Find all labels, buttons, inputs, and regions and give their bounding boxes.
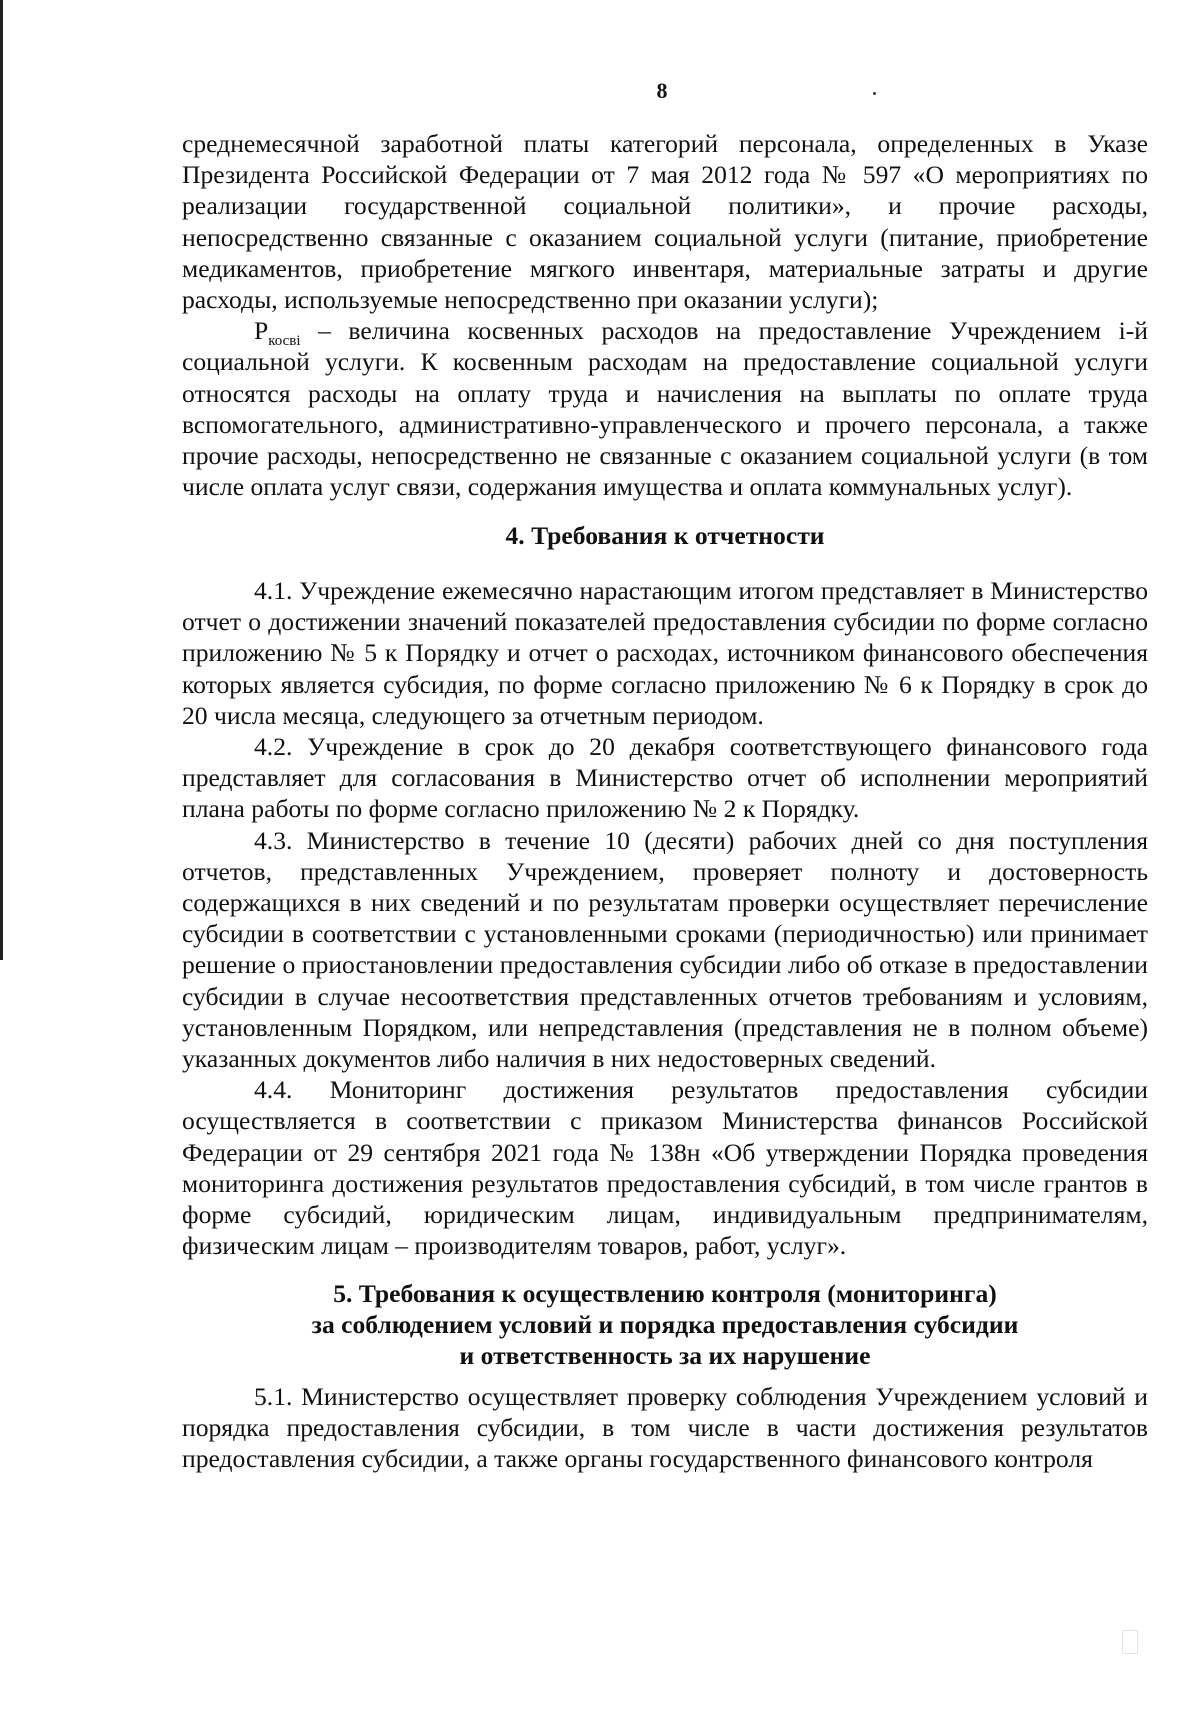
- section-4-heading: 4. Требования к отчетности: [505, 521, 825, 550]
- section-4-heading-block: [182, 520, 1148, 551]
- formula-symbol: P: [254, 316, 269, 346]
- scan-dot: [873, 92, 876, 95]
- section-5-heading-line-1: 5. Требования к осуществлению контроля (мониторинга): [333, 1279, 997, 1308]
- paragraph-4-2: 4.2. Учреждение в срок до 20 декабря соответствующего финансового года представляет для согласования в Министерство отчет об исполнении мероприятий плана работы по форме согласно приложению № 2 к Порядку.: [182, 732, 1148, 824]
- section-4-body: [182, 575, 1148, 1261]
- section-5-body: [182, 1381, 1148, 1475]
- scan-artifact: [1122, 1630, 1138, 1654]
- section-5-heading-block: [182, 1278, 1148, 1372]
- formula-subscript: косвi: [268, 333, 301, 350]
- paragraph-continuation: среднемесячной заработной платы категорий персонала, определенных в Указе Президента Российской Федерации от 7 мая 2012 года № 597 «О мероприятиях по реализации государственной социальной политики», и прочие расходы, непосредственно связанные с оказанием социальной услуги (питание, приобретение медикаментов, приобретение мягкого инвентаря, материальные затраты и другие расходы, используемые непосредственно при оказании услуги);: [182, 129, 1148, 315]
- indirect-costs-text: – величина косвенных расходов на предоставление Учреждением i-й социальной услуги. К косвенным расходам на предоставление социальной услуги относятся расходы на оплату труда и начисления на выплаты по оплате труда вспомогательного, административно-управленческого и прочего персонала, а также прочие расходы, непосредственно не связанные с оказанием социальной услуги (в том числе оплата услуг связи, содержания имущества и оплата коммунальных услуг).: [182, 316, 1148, 502]
- paragraph-4-1: 4.1. Учреждение ежемесячно нарастающим итогом представляет в Министерство отчет о достижении значений показателей предоставления субсидии по форме согласно приложению № 5 к Порядку и отчет о расходах, источником финансового обеспечения которых является субсидия, по форме согласно приложению № 6 к Порядку в срок до 20 числа месяца, следующего за отчетным периодом.: [182, 576, 1148, 730]
- section-5-heading-line-2: за соблюдением условий и порядка предоставления субсидии: [311, 1310, 1019, 1340]
- scan-binding-edge: [0, 0, 3, 960]
- paragraph-5-1: 5.1. Министерство осуществляет проверку соблюдения Учреждением условий и порядка предоставления субсидии, в том числе в части достижения результатов предоставления субсидии, а также органы государственного финансового контроля: [182, 1382, 1148, 1474]
- paragraph-4-3: 4.3. Министерство в течение 10 (десяти) рабочих дней со дня поступления отчетов, представленных Учреждением, проверяет полноту и достоверность содержащихся в них сведений и по результатам проверки осуществляет перечисление субсидии в соответствии с установленными сроками (периодичностью) или принимает решение о приостановлении предоставления субсидии либо об отказе в предоставлении субсидии в случае несоответствия представленных отчетов требованиям и условиям, установленным Порядком, или непредставления (представления не в полном объеме) указанных документов либо наличия в них недостоверных сведений.: [182, 825, 1148, 1074]
- section-3-continuation: [182, 128, 1148, 502]
- section-5-heading-line-3: и ответственность за их нарушение: [459, 1341, 871, 1371]
- paragraph-4-4: 4.4. Мониторинг достижения результатов предоставления субсидии осуществляется в соответствии с приказом Министерства финансов Российской Федерации от 29 сентября 2021 года № 138н «Об утверждении Порядка проведения мониторинга достижения результатов предоставления субсидий, в том числе грантов в форме субсидий, юридическим лицам, индивидуальным предпринимателям, физическим лицам – производителям товаров, работ, услуг».: [182, 1075, 1148, 1261]
- page-number: 8: [656, 78, 668, 103]
- paragraph-indirect-costs: [182, 315, 1148, 502]
